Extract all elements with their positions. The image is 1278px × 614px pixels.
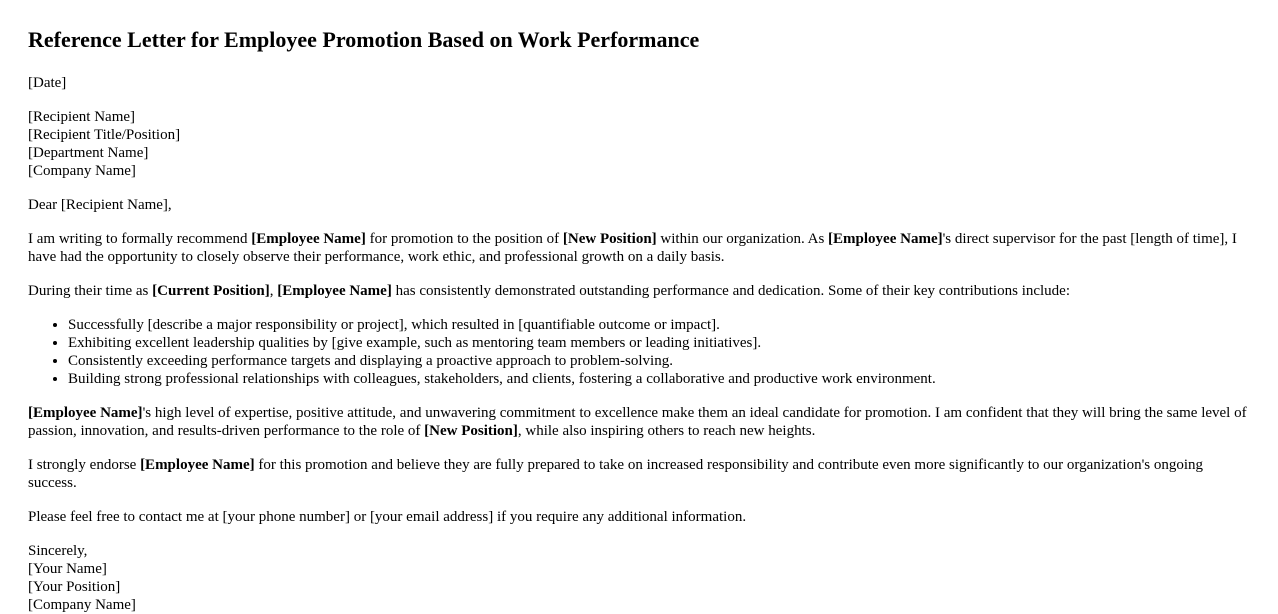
contributions-list xyxy=(28,316,1250,388)
new-position-placeholder: [New Position] xyxy=(562,231,657,247)
letter-title: Reference Letter for Employee Promotion Based on Work Performance xyxy=(28,27,700,52)
signer-company: [Company Name] xyxy=(28,597,136,613)
new-position-placeholder: [New Position] xyxy=(424,423,518,439)
letter-date: [Date] xyxy=(28,75,67,91)
employee-name-placeholder: [Employee Name] xyxy=(28,405,143,421)
signature-block xyxy=(28,542,1250,614)
text-segment: 's direct supervisor for the past [length of time], I have had the opportunity to closely observe their performance, work ethic, and professional growth on a daily basis. xyxy=(28,231,1237,265)
list-item: • Building strong professional relationships with colleagues, stakeholders, and clients, fostering a collaborative and productive work environment. xyxy=(68,370,1250,388)
text-segment: 's high level of expertise, positive attitude, and unwavering commitment to excellence make them an ideal candidate for promotion. I am confident that they will bring the same level of passion, innovation, and results-driven performance to the role of xyxy=(28,405,1247,439)
employee-name-placeholder: [Employee Name] xyxy=(277,283,392,299)
salutation: Dear [Recipient Name], xyxy=(28,197,172,213)
signer-position: [Your Position] xyxy=(28,579,121,595)
current-position-placeholder: [Current Position] xyxy=(152,283,270,299)
recipient-company: [Company Name] xyxy=(28,163,136,179)
paragraph-qualities xyxy=(28,404,1250,440)
employee-name-placeholder: [Employee Name] xyxy=(251,231,366,247)
employee-name-placeholder: [Employee Name] xyxy=(140,457,255,473)
text-segment: for promotion to the position of xyxy=(365,231,563,247)
text-segment: During their time as xyxy=(28,283,153,299)
paragraph-recommendation xyxy=(28,230,1250,266)
sign-off: Sincerely, xyxy=(28,543,88,559)
employee-name-placeholder: [Employee Name] xyxy=(828,231,943,247)
text-segment: , xyxy=(269,283,278,299)
recipient-department: [Department Name] xyxy=(28,145,149,161)
list-item: • Exhibiting excellent leadership qualities by [give example, such as mentoring team members or leading initiatives]. xyxy=(68,334,1250,352)
signer-name: [Your Name] xyxy=(28,561,107,577)
recipient-block xyxy=(28,108,1250,180)
text-segment: within our organization. As xyxy=(656,231,829,247)
text-segment: I strongly endorse xyxy=(28,457,141,473)
paragraph-contact: Please feel free to contact me at [your phone number] or [your email address] if you require any additional information. xyxy=(28,509,747,525)
text-segment: I am writing to formally recommend xyxy=(28,231,252,247)
list-item: • Consistently exceeding performance targets and displaying a proactive approach to problem-solving. xyxy=(68,352,1250,370)
paragraph-endorsement xyxy=(28,456,1250,492)
text-segment: has consistently demonstrated outstanding performance and dedication. Some of their key contributions include: xyxy=(391,283,1071,299)
recipient-title: [Recipient Title/Position] xyxy=(28,127,181,143)
list-item: • Successfully [describe a major responsibility or project], which resulted in [quantifiable outcome or impact]. xyxy=(68,316,1250,334)
text-segment: for this promotion and believe they are fully prepared to take on increased responsibility and contribute even more significantly to our organization's ongoing success. xyxy=(28,457,1204,491)
text-segment: , while also inspiring others to reach new heights. xyxy=(517,423,816,439)
paragraph-performance xyxy=(28,282,1250,300)
recipient-name: [Recipient Name] xyxy=(28,109,136,125)
